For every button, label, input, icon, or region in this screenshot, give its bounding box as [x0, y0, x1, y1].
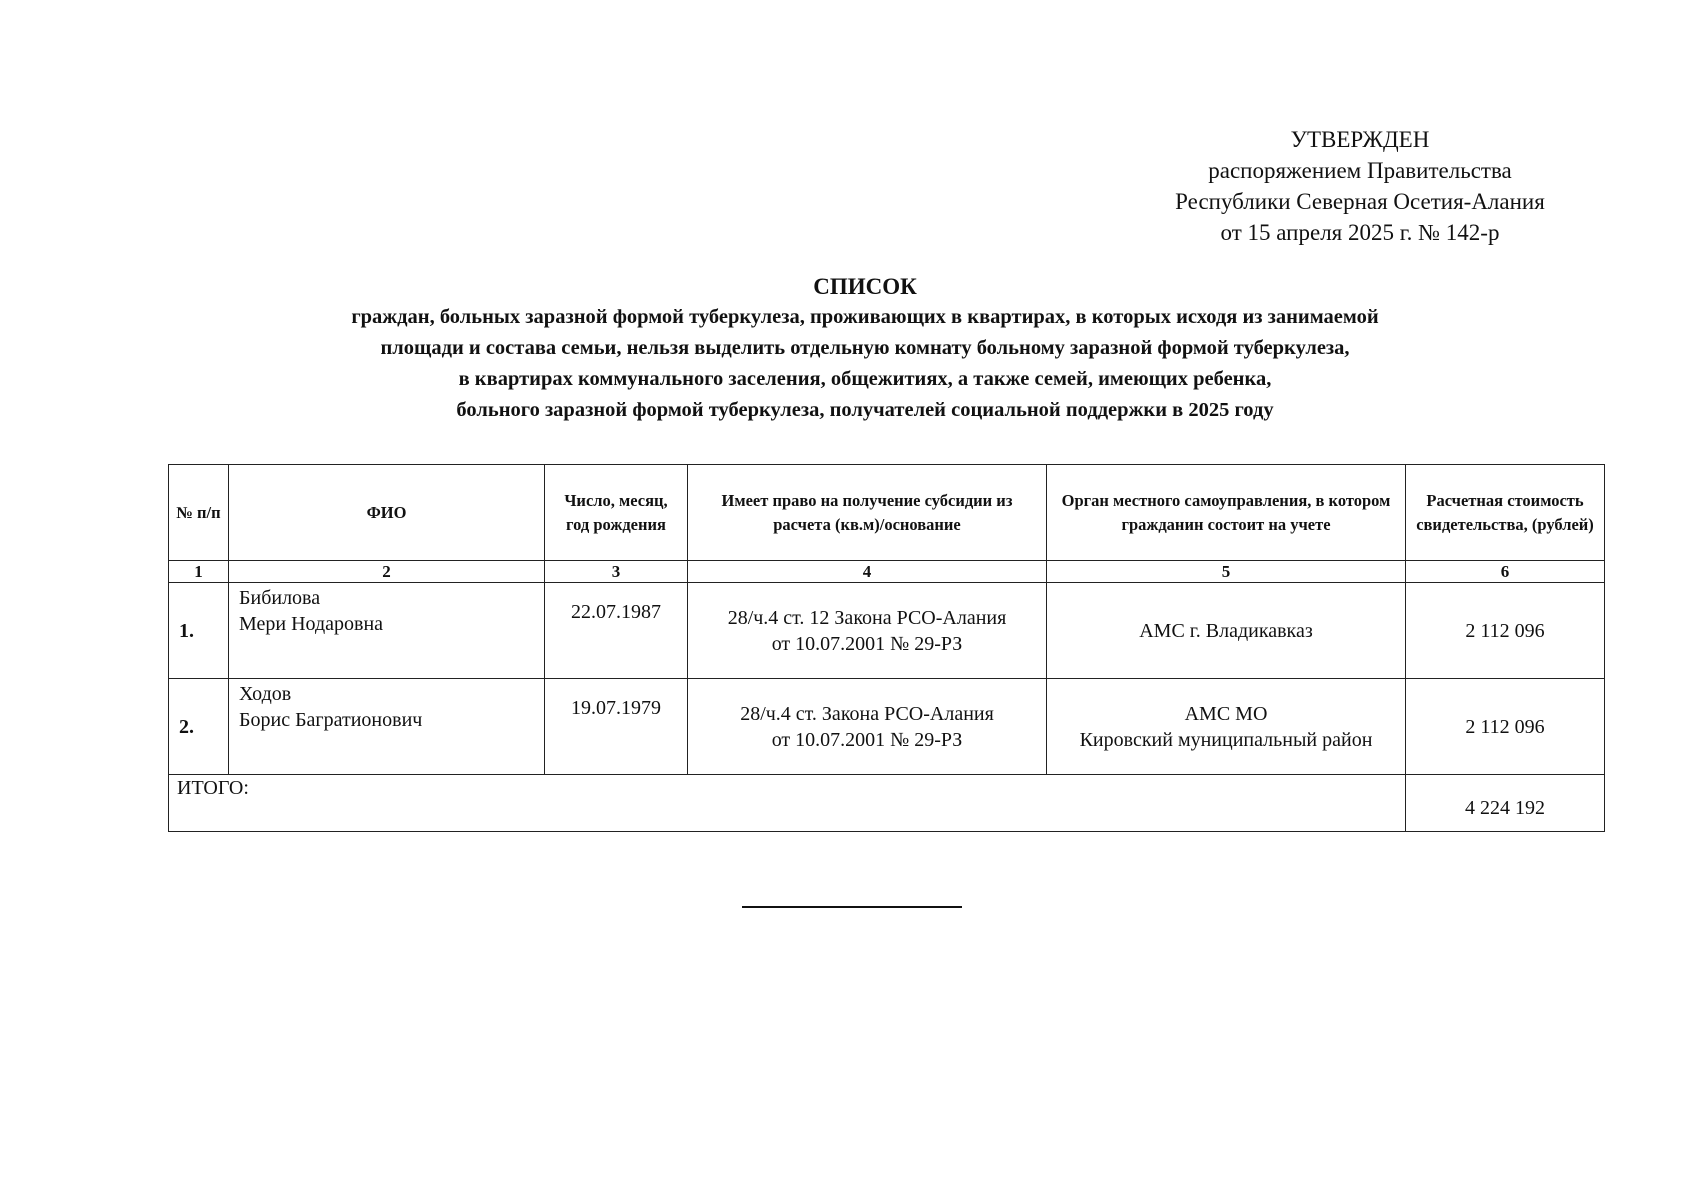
- approval-line-approved: УТВЕРЖДЕН: [1290, 127, 1430, 152]
- header-certificate-cost: Расчетная стоимость свидетельства, (рублей): [1406, 465, 1605, 561]
- row-basis-line-2: от 10.07.2001 № 29-РЗ: [771, 728, 963, 751]
- table-header-row: [169, 465, 1605, 561]
- title-line-2: площади и состава семьи, нельзя выделить отдельную комнату больному заразной формой туберкулеза,: [380, 337, 1350, 359]
- row-subsidy-basis: [688, 583, 1047, 679]
- row-certificate-cost: 2 112 096: [1406, 679, 1605, 775]
- row-basis-line-1: 28/ч.4 ст. 12 Закона РСО-Алания: [727, 606, 1007, 629]
- title-line-3: в квартирах коммунального заселения, общежитиях, а также семей, имеющих ребенка,: [458, 368, 1272, 390]
- row-birth-date: 22.07.1987: [545, 583, 688, 679]
- approval-line-republic: Республики Северная Осетия-Алания: [1175, 189, 1545, 214]
- column-number-3: 3: [545, 561, 688, 583]
- row-surname: Бибилова: [239, 587, 321, 609]
- row-authority-line-1: АМС г. Владикавказ: [1139, 619, 1313, 642]
- row-subsidy-basis: [688, 679, 1047, 775]
- row-given-names: Мери Нодаровна: [239, 613, 384, 635]
- column-number-6: 6: [1406, 561, 1605, 583]
- row-basis-line-1: 28/ч.4 ст. Закона РСО-Алания: [740, 702, 994, 725]
- approval-line-date: от 15 апреля 2025 г. № 142-р: [1220, 220, 1500, 245]
- header-subsidy-basis: Имеет право на получение субсидии из расчета (кв.м)/основание: [688, 465, 1047, 561]
- row-authority-line-1: АМС МО: [1184, 702, 1268, 725]
- approval-line-order: распоряжением Правительства: [1208, 158, 1512, 183]
- row-birth-date: 19.07.1979: [545, 679, 688, 775]
- row-local-authority: [1047, 679, 1406, 775]
- row-full-name: [229, 679, 545, 775]
- document-title: [200, 272, 1530, 426]
- row-local-authority: [1047, 583, 1406, 679]
- total-value: 4 224 192: [1406, 775, 1605, 832]
- row-certificate-cost: 2 112 096: [1406, 583, 1605, 679]
- header-number: № п/п: [169, 465, 229, 561]
- title-line-1: граждан, больных заразной формой туберкулеза, проживающих в квартирах, в которых исходя из занимаемой: [351, 306, 1379, 328]
- row-authority-line-2: Кировский муниципальный район: [1079, 728, 1373, 751]
- column-number-row: [169, 561, 1605, 583]
- total-label: ИТОГО:: [169, 775, 1406, 832]
- column-number-1: 1: [169, 561, 229, 583]
- header-local-authority: Орган местного самоуправления, в котором гражданин состоит на учете: [1047, 465, 1406, 561]
- table-row: [169, 679, 1605, 775]
- title-line-4: больного заразной формой туберкулеза, получателей социальной поддержки в 2025 году: [456, 399, 1274, 421]
- recipients-table: [168, 464, 1605, 832]
- approval-block: [1140, 124, 1580, 248]
- row-surname: Ходов: [239, 683, 292, 705]
- closing-rule: [742, 906, 962, 908]
- header-birth-date: Число, месяц, год рождения: [545, 465, 688, 561]
- row-number: 1.: [169, 583, 229, 679]
- column-number-4: 4: [688, 561, 1047, 583]
- table-row: [169, 583, 1605, 679]
- total-row: [169, 775, 1605, 832]
- row-given-names: Борис Багратионович: [239, 709, 423, 731]
- row-number: 2.: [169, 679, 229, 775]
- row-full-name: [229, 583, 545, 679]
- column-number-2: 2: [229, 561, 545, 583]
- header-full-name: ФИО: [229, 465, 545, 561]
- title-heading: СПИСОК: [813, 274, 917, 299]
- column-number-5: 5: [1047, 561, 1406, 583]
- row-basis-line-2: от 10.07.2001 № 29-РЗ: [771, 632, 963, 655]
